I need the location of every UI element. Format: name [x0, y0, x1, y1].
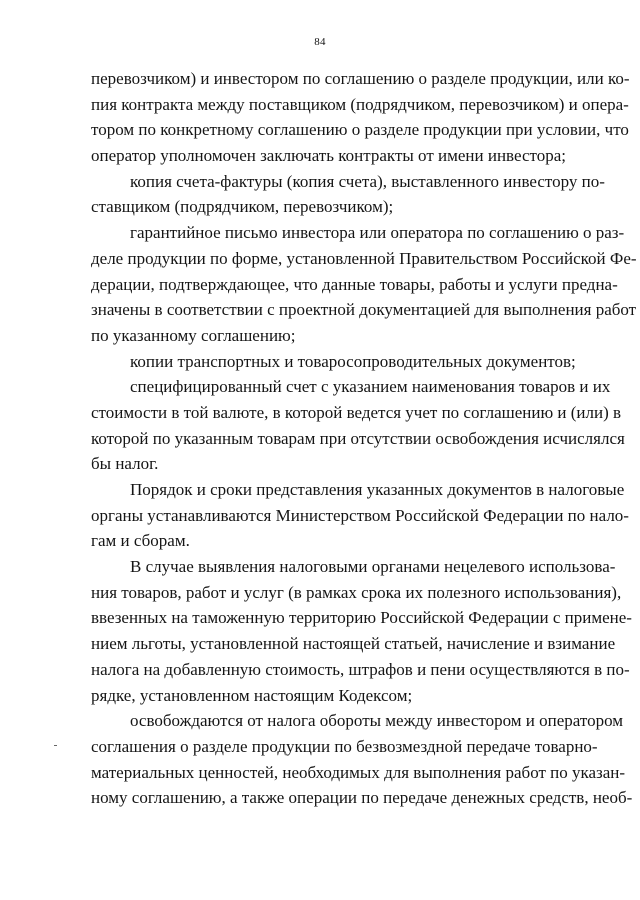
- text-line: освобождаются от налога обороты между инвестором и оператором: [130, 711, 624, 731]
- text-line: В случае выявления налоговыми органами нецелевого использова-: [130, 557, 616, 577]
- text-line: по указанному соглашению;: [91, 325, 296, 345]
- text-line: дерации, подтверждающее, что данные товары, работы и услуги предна-: [91, 274, 618, 294]
- text-line: ному соглашению, а также операции по передаче денежных средств, необ-: [91, 788, 633, 808]
- text-line: гам и сборам.: [91, 531, 190, 551]
- text-line: перевозчиком) и инвестором по соглашению о разделе продукции, или ко-: [91, 69, 630, 88]
- text-line: соглашения о разделе продукции по безвозмездной передаче товарно-: [91, 736, 598, 756]
- margin-mark: [54, 745, 57, 746]
- text-line: ввезенных на таможенную территорию Российской Федерации с примене-: [91, 608, 632, 628]
- text-line: которой по указанным товарам при отсутствии освобождения исчислялся: [91, 428, 625, 448]
- text-line: копии транспортных и товаросопроводительных документов;: [130, 351, 576, 371]
- text-line: стоимости в той валюте, в которой ведется учет по соглашению и (или) в: [91, 402, 622, 422]
- text-line: бы налог.: [91, 454, 159, 474]
- text-line: значены в соответствии с проектной документацией для выполнения работ: [91, 300, 637, 320]
- text-line: налога на добавленную стоимость, штрафов и пени осуществляются в по-: [91, 659, 630, 679]
- text-line: специфицированный счет с указанием наименования товаров и их: [130, 377, 611, 397]
- text-line: рядке, установленном настоящим Кодексом;: [91, 685, 413, 705]
- text-line: ния товаров, работ и услуг (в рамках срока их полезного использования),: [91, 582, 622, 602]
- text-line: Порядок и сроки представления указанных документов в налоговые: [130, 480, 625, 499]
- text-line: органы устанавливаются Министерством Российской Федерации по нало-: [91, 505, 629, 525]
- text-line: копия счета-фактуры (копия счета), выставленного инвестору по-: [130, 171, 605, 191]
- text-line: деле продукции по форме, установленной Правительством Российской Фе-: [91, 248, 637, 268]
- text-line: оператор уполномочен заключать контракты от имени инвестора;: [91, 146, 566, 166]
- text-line: нием льготы, установленной настоящей статьей, начисление и взимание: [91, 634, 616, 654]
- body-text: [91, 66, 637, 811]
- text-line: гарантийное письмо инвестора или оператора по соглашению о раз-: [130, 223, 625, 243]
- page-number: 84: [314, 36, 326, 48]
- text-line: тором по конкретному соглашению о разделе продукции при условии, что: [91, 120, 629, 140]
- text-line: пия контракта между поставщиком (подрядчиком, перевозчиком) и опера-: [91, 94, 629, 114]
- text-line: ставщиком (подрядчиком, перевозчиком);: [91, 197, 394, 217]
- text-line: материальных ценностей, необходимых для выполнения работ по указан-: [91, 762, 626, 782]
